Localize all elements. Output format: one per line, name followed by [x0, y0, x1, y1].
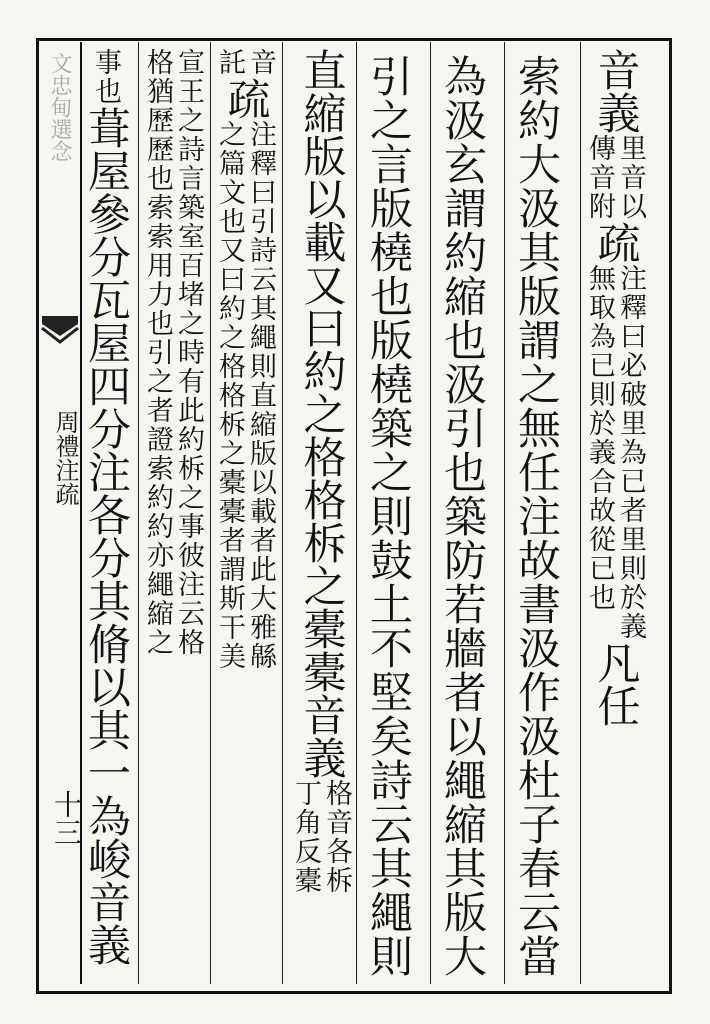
main-text-segment: 葺屋參分瓦屋四分注各分其脩以其一為峻音義: [81, 106, 131, 966]
column-rule: [138, 42, 139, 984]
main-text-segment: 直縮版以載又曰約之格格柝之橐橐音義: [296, 48, 347, 779]
annotation-right: 注釋曰必破里為已者里則於義: [615, 264, 646, 641]
text-column-6: [216, 48, 274, 671]
annotation-left: 託: [214, 48, 245, 77]
annotation-right: 注釋曰引詩云其繩則直縮版以載者此大雅緜: [245, 120, 276, 671]
annotation-text: 事也: [90, 48, 121, 106]
column-rule: [210, 42, 211, 984]
margin-ghost-text: 文忠甸選念: [47, 52, 72, 162]
main-text-segment: 凡任: [590, 641, 641, 727]
annotation-left: 傳音附: [584, 134, 615, 221]
annotation-left: 丁角反橐: [290, 779, 321, 895]
column-rule: [430, 42, 431, 984]
annotation-left: 無取為已則於義合故從已也: [584, 264, 615, 612]
annotation-left: 格猶歷歷也索索用力也引之者證索約約亦繩縮之: [142, 48, 173, 657]
column-rule: [356, 42, 357, 984]
text-column-8: [81, 48, 131, 966]
annotation-right: 格音各柝: [321, 779, 352, 895]
text-column-4: 引之言版橈也版橈築之則鼓土不堅矣詩云其繩則: [363, 54, 413, 978]
text-column-1: [586, 48, 644, 727]
heading-yinyi: 音義: [590, 48, 641, 134]
text-column-5: [292, 48, 350, 895]
text-column-7: [144, 48, 202, 657]
text-column-3: 為汲玄謂約縮也汲引也築防若牆者以繩縮其版大: [437, 54, 487, 978]
column-rule: [504, 42, 505, 984]
book-title: 周禮注疏: [51, 410, 79, 506]
heading-shu: 疏: [590, 221, 641, 264]
heading-shu: 疏: [220, 77, 271, 120]
column-rule: [282, 42, 283, 984]
annotation-right: 里音以: [615, 134, 646, 221]
text-column-2: 索約大汲其版謂之無任注故書汲作汲杜子春云當: [511, 54, 561, 978]
annotation-right: 音: [245, 48, 276, 77]
annotation-right: 宣王之詩言築室百堵之時有此約柝之事彼注云格: [173, 48, 204, 657]
fishtail-mark-icon: [40, 314, 80, 346]
column-rule: [580, 42, 581, 984]
annotation-left: 之篇文也又曰約之格格柝之橐橐者謂斯干美: [214, 120, 245, 671]
folio-number: 十三: [50, 790, 83, 846]
outer-border: [36, 38, 672, 994]
